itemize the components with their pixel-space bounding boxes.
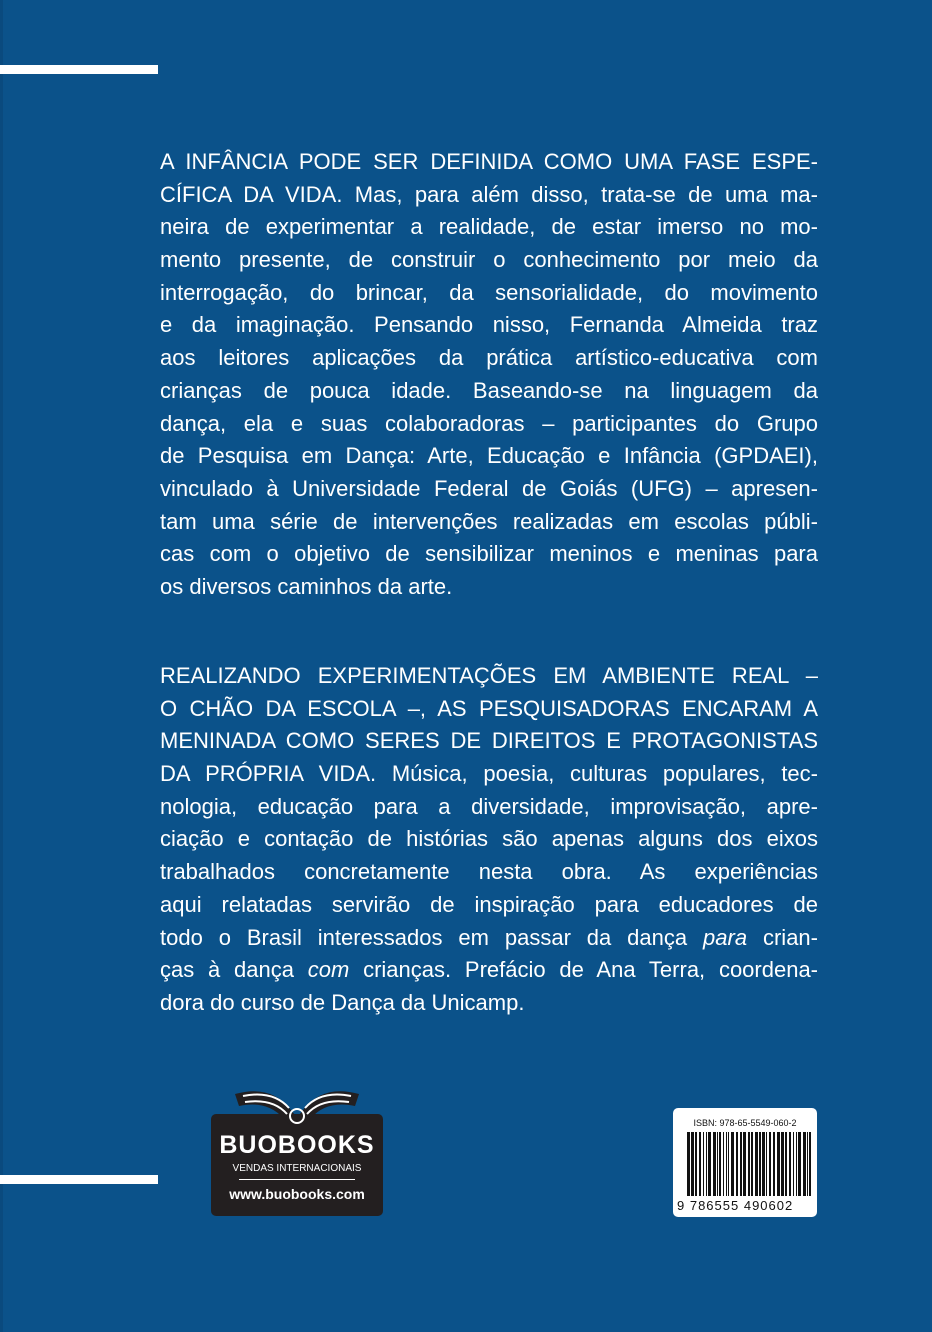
blurb-line: cas com o objetivo de sensibilizar meninos e meninas para — [160, 541, 818, 567]
blurb-line: REALIZANDO EXPERIMENTAÇÕES EM AMBIENTE REAL – — [160, 663, 818, 688]
blurb-line: aqui relatadas servirão de inspiração para educadores de — [160, 891, 818, 917]
blurb-line: os diversos caminhos da arte. — [160, 573, 453, 599]
cover-edge — [0, 0, 3, 1332]
blurb-line: tam uma série de intervenções realizadas em escolas públi- — [160, 508, 818, 534]
blurb-line: MENINADA COMO SERES DE DIREITOS E PROTAGONISTAS — [160, 728, 818, 754]
blurb-line: nologia, educação para a diversidade, improvisação, apre- — [160, 793, 818, 819]
blurb-line: trabalhados concretamente nesta obra. As experiências — [160, 859, 818, 885]
logo-divider — [239, 1179, 355, 1180]
blurb-line: aos leitores aplicações da prática artístico-educativa com — [160, 345, 818, 371]
isbn-barcode — [673, 1108, 817, 1217]
blurb-line: ciação e contação de histórias são apenas alguns dos eixos — [160, 826, 818, 852]
blurb-line: mento presente, de construir o conhecimento por meio da — [160, 247, 818, 273]
blurb-line: ças à dança com crianças. Prefácio de Ana Terra, coordena- — [160, 957, 819, 983]
publisher-name: BUOBOOKS — [219, 1131, 375, 1159]
barcode-icon — [687, 1132, 811, 1196]
blurb-line: dança, ela e suas colaboradoras – participantes do Grupo — [160, 410, 818, 436]
blurb-line: A INFÂNCIA PODE SER DEFINIDA COMO UMA FASE ESPE- — [160, 149, 818, 174]
blurb-line: crianças de pouca idade. Baseando-se na linguagem da — [160, 377, 818, 403]
blurb-paragraph-2 — [160, 660, 818, 1020]
publisher-tagline: VENDAS INTERNACIONAIS — [232, 1163, 362, 1174]
isbn-digits: 9 786555 490602 — [677, 1198, 794, 1213]
publisher-logo — [211, 1084, 383, 1216]
blurb-paragraph-1 — [160, 146, 818, 604]
blurb-line: e da imaginação. Pensando nisso, Fernanda Almeida traz — [160, 312, 818, 338]
blurb-line: todo o Brasil interessados em passar da dança para crian- — [160, 924, 818, 950]
blurb-line: interrogação, do brincar, da sensorialidade, do movimento — [160, 279, 818, 305]
blurb-line: neira de experimentar a realidade, de estar imerso no mo- — [160, 214, 818, 240]
publisher-url: www.buobooks.com — [229, 1186, 365, 1202]
blurb-line: O CHÃO DA ESCOLA –, AS PESQUISADORAS ENCARAM A — [160, 695, 818, 721]
decorative-bar-bottom — [0, 1175, 158, 1184]
isbn-label: ISBN: 978-65-5549-060-2 — [693, 1118, 797, 1128]
blurb-line: de Pesquisa em Dança: Arte, Educação e Infância (GPDAEI), — [160, 443, 818, 469]
owl-wings-icon — [231, 1084, 363, 1132]
blurb-line: dora do curso de Dança da Unicamp. — [160, 989, 525, 1015]
blurb-line: DA PRÓPRIA VIDA. Música, poesia, culturas populares, tec- — [160, 761, 818, 787]
blurb-line: CÍFICA DA VIDA. Mas, para além disso, trata-se de uma ma- — [160, 181, 818, 207]
decorative-bar-top — [0, 65, 158, 74]
blurb-line: vinculado à Universidade Federal de Goiás (UFG) – apresen- — [160, 475, 818, 501]
